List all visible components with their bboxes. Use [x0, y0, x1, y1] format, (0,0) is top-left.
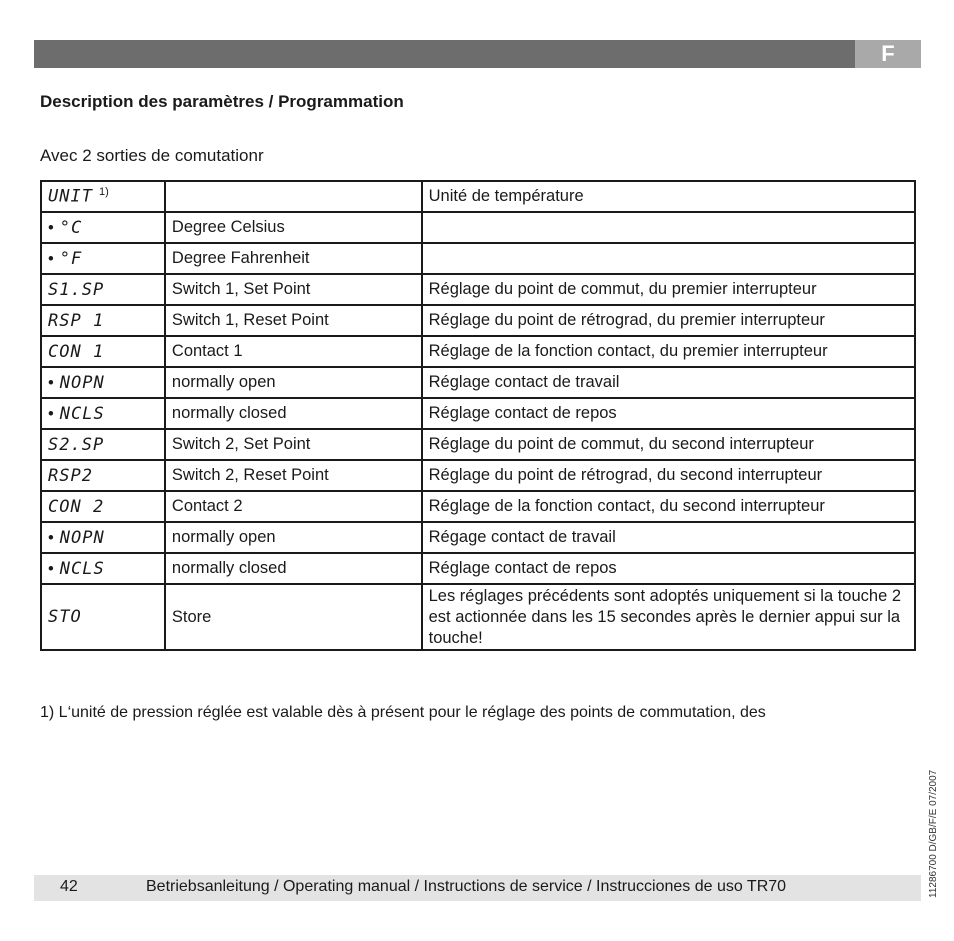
- parameter-description-cell: Régage contact de travail: [422, 522, 915, 553]
- parameter-name-cell: normally closed: [165, 553, 422, 584]
- parameter-description-cell: Réglage du point de commut, du premier interrupteur: [422, 274, 915, 305]
- footnote: 1) L‘unité de pression réglée est valable dès à présent pour le réglage des points de commutation, des: [40, 704, 766, 721]
- display-code: RSP2: [48, 465, 93, 486]
- header-bar: [34, 40, 921, 68]
- parameter-description-cell: Réglage du point de commut, du second interrupteur: [422, 429, 915, 460]
- parameter-code-cell: [41, 274, 165, 305]
- parameter-name-cell: normally closed: [165, 398, 422, 429]
- table-row: [41, 336, 915, 367]
- parameter-name-cell: Switch 1, Set Point: [165, 274, 422, 305]
- parameter-code-cell: [41, 212, 165, 243]
- parameter-description-cell: Unité de température: [422, 181, 915, 212]
- display-code: NOPN: [59, 527, 105, 548]
- parameter-name-cell: Contact 2: [165, 491, 422, 522]
- table-row: [41, 274, 915, 305]
- bullet-icon: •: [48, 218, 54, 237]
- display-code: CON 2: [48, 496, 105, 517]
- parameter-code-cell: [41, 367, 165, 398]
- table-row: [41, 243, 915, 274]
- table-row: [41, 491, 915, 522]
- table-row: [41, 553, 915, 584]
- parameter-description-cell: Réglage contact de travail: [422, 367, 915, 398]
- table-row: [41, 367, 915, 398]
- table-row: [41, 460, 915, 491]
- parameter-table: [40, 180, 916, 651]
- parameter-name-cell: normally open: [165, 367, 422, 398]
- document-code: 11286700 D/GB/F/E 07/2007: [928, 769, 939, 898]
- parameter-code-cell: [41, 460, 165, 491]
- section-subtitle: Avec 2 sorties de comutationr: [40, 146, 264, 165]
- display-code: UNIT: [48, 186, 93, 207]
- display-code: °F: [59, 248, 83, 269]
- display-code: STO: [48, 607, 82, 627]
- parameter-code-cell: [41, 553, 165, 584]
- display-code: CON 1: [48, 341, 105, 362]
- display-code: NCLS: [59, 558, 105, 579]
- parameter-name-cell: normally open: [165, 522, 422, 553]
- footnote-marker: 1): [98, 186, 109, 199]
- language-tab: F: [855, 40, 921, 68]
- footer-title: Betriebsanleitung / Operating manual / Instructions de service / Instrucciones de uso TR70: [146, 878, 787, 895]
- parameter-name-cell: Degree Fahrenheit: [165, 243, 422, 274]
- bullet-icon: •: [48, 528, 54, 547]
- table-row: [41, 212, 915, 243]
- parameter-code-cell: [41, 429, 165, 460]
- bullet-icon: •: [48, 249, 54, 268]
- page-title: Description des paramètres / Programmation: [40, 92, 404, 111]
- parameter-name-cell: Switch 1, Reset Point: [165, 305, 422, 336]
- bullet-icon: •: [48, 373, 54, 392]
- parameter-name-cell: [165, 181, 422, 212]
- parameter-code-cell: [41, 181, 165, 212]
- display-code: RSP 1: [48, 310, 105, 331]
- display-code: °C: [59, 217, 83, 238]
- parameter-code-cell: [41, 584, 165, 650]
- parameter-code-cell: [41, 336, 165, 367]
- parameter-description-cell: [422, 212, 915, 243]
- parameter-name-cell: Contact 1: [165, 336, 422, 367]
- parameter-name-cell: Store: [165, 584, 422, 650]
- bullet-icon: •: [48, 559, 54, 578]
- parameter-description-cell: Réglage du point de rétrograd, du second interrupteur: [422, 460, 915, 491]
- table-row: [41, 522, 915, 553]
- parameter-code-cell: [41, 243, 165, 274]
- table-row: [41, 584, 915, 650]
- page-number: 42: [60, 878, 78, 895]
- table-row: [41, 305, 915, 336]
- parameter-description-cell: [422, 243, 915, 274]
- display-code: NOPN: [59, 372, 105, 393]
- parameter-description-cell: Les réglages précédents sont adoptés uniquement si la touche 2 est actionnée dans les 15 secondes après le dernier appui sur la touche!: [422, 584, 915, 650]
- display-code: NCLS: [59, 403, 105, 424]
- parameter-description-cell: Réglage de la fonction contact, du premier interrupteur: [422, 336, 915, 367]
- parameter-name-cell: Switch 2, Reset Point: [165, 460, 422, 491]
- table-row: [41, 429, 915, 460]
- parameter-description-cell: Réglage contact de repos: [422, 398, 915, 429]
- parameter-description-cell: Réglage du point de rétrograd, du premier interrupteur: [422, 305, 915, 336]
- table-row: [41, 398, 915, 429]
- parameter-code-cell: [41, 491, 165, 522]
- parameter-description-cell: Réglage contact de repos: [422, 553, 915, 584]
- parameter-code-cell: [41, 522, 165, 553]
- parameter-name-cell: Switch 2, Set Point: [165, 429, 422, 460]
- parameter-name-cell: Degree Celsius: [165, 212, 422, 243]
- parameter-code-cell: [41, 398, 165, 429]
- display-code: S1.SP: [48, 279, 105, 300]
- bullet-icon: •: [48, 404, 54, 423]
- parameter-code-cell: [41, 305, 165, 336]
- display-code: S2.SP: [48, 434, 105, 455]
- table-row: [41, 181, 915, 212]
- parameter-description-cell: Réglage de la fonction contact, du second interrupteur: [422, 491, 915, 522]
